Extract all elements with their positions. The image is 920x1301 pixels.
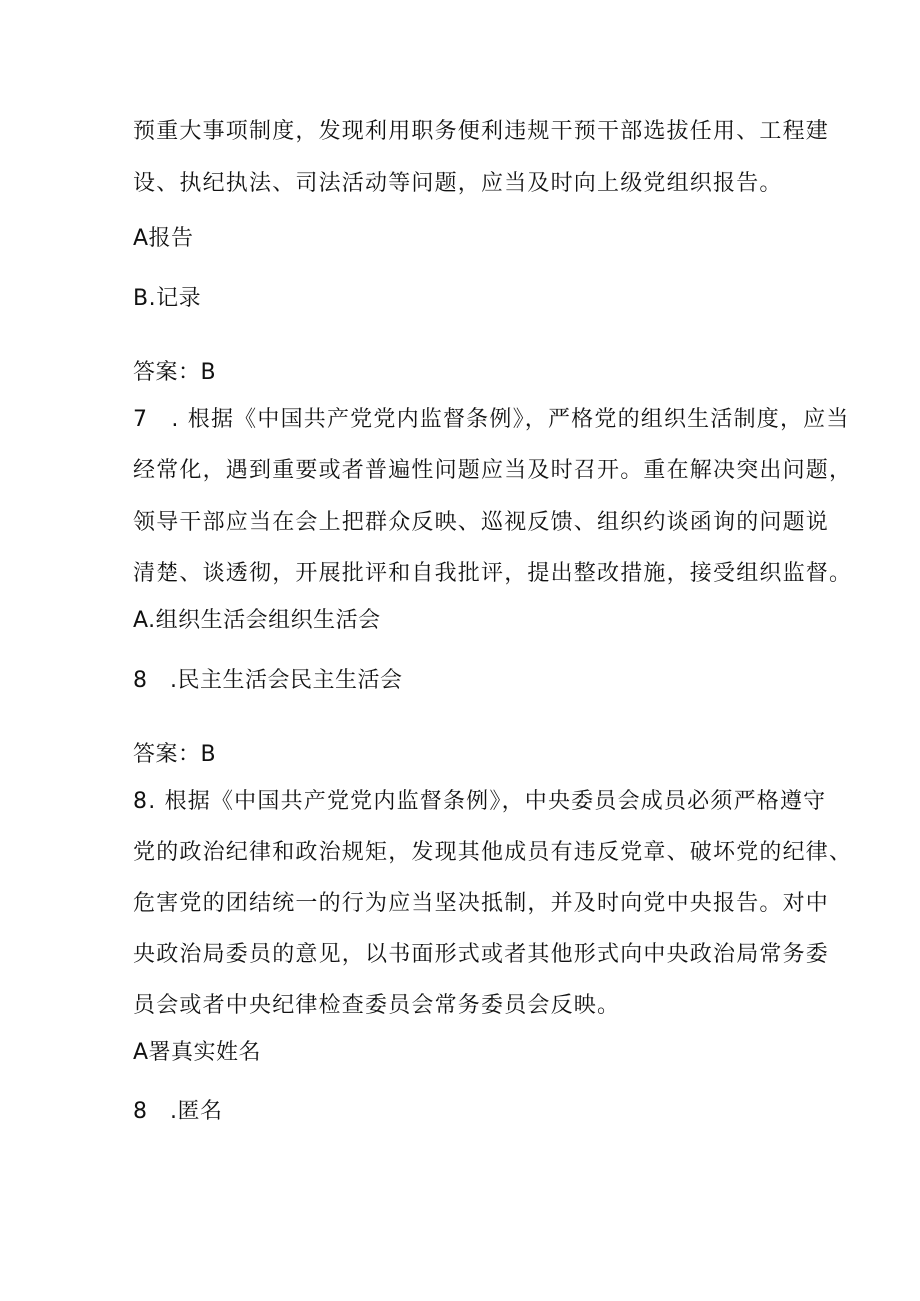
q8-text-line-5: 员会或者中央纪律检查委员会常务委员会反映。 [133, 993, 621, 1018]
q6-text-line-2: 设、执纪执法、司法活动等问题，应当及时向上级党组织报告。 [133, 171, 783, 196]
q7-option-a: A.组织生活会组织生活会 [133, 608, 381, 633]
q8-text-line-3: 危害党的团结统一的行为应当坚决抵制，并及时向党中央报告。对中 [133, 891, 830, 916]
q7-option-b: 8 .民主生活会民主生活会 [133, 668, 403, 693]
q8-text-line-2: 党的政治纪律和政治规矩，发现其他成员有违反党章、破坏党的纪律、 [133, 840, 853, 865]
q7-text-line-2: 经常化，遇到重要或者普遍性问题应当及时召开。重在解决突出问题， [133, 458, 853, 483]
q8-option-b: 8 .匿名 [133, 1099, 223, 1124]
q8-option-a: A署真实姓名 [133, 1040, 262, 1065]
q7-text-line-4: 清楚、谈透彻，开展批评和自我批评，提出整改措施，接受组织监督。 [133, 561, 853, 586]
q8-text-line-4: 央政治局委员的意见，以书面形式或者其他形式向中央政治局常务委 [133, 942, 830, 967]
q8-text-line-1: 8. 根据《中国共产党党内监督条例》，中央委员会成员必须严格遵守 [133, 789, 827, 814]
q6-answer: 答案：B [133, 360, 217, 385]
q6-option-a: A报告 [133, 226, 194, 251]
q7-text-line-1: 7 . 根据《中国共产党党内监督条例》，严格党的组织生活制度，应当 [133, 407, 850, 432]
q6-text-line-1: 预重大事项制度，发现利用职务便利违规干预干部选拔任用、工程建 [133, 119, 830, 144]
q6-option-b: B.记录 [133, 286, 202, 311]
q7-answer: 答案：B [133, 742, 217, 767]
q7-text-line-3: 领导干部应当在会上把群众反映、巡视反馈、组织约谈函询的问题说 [133, 510, 830, 535]
